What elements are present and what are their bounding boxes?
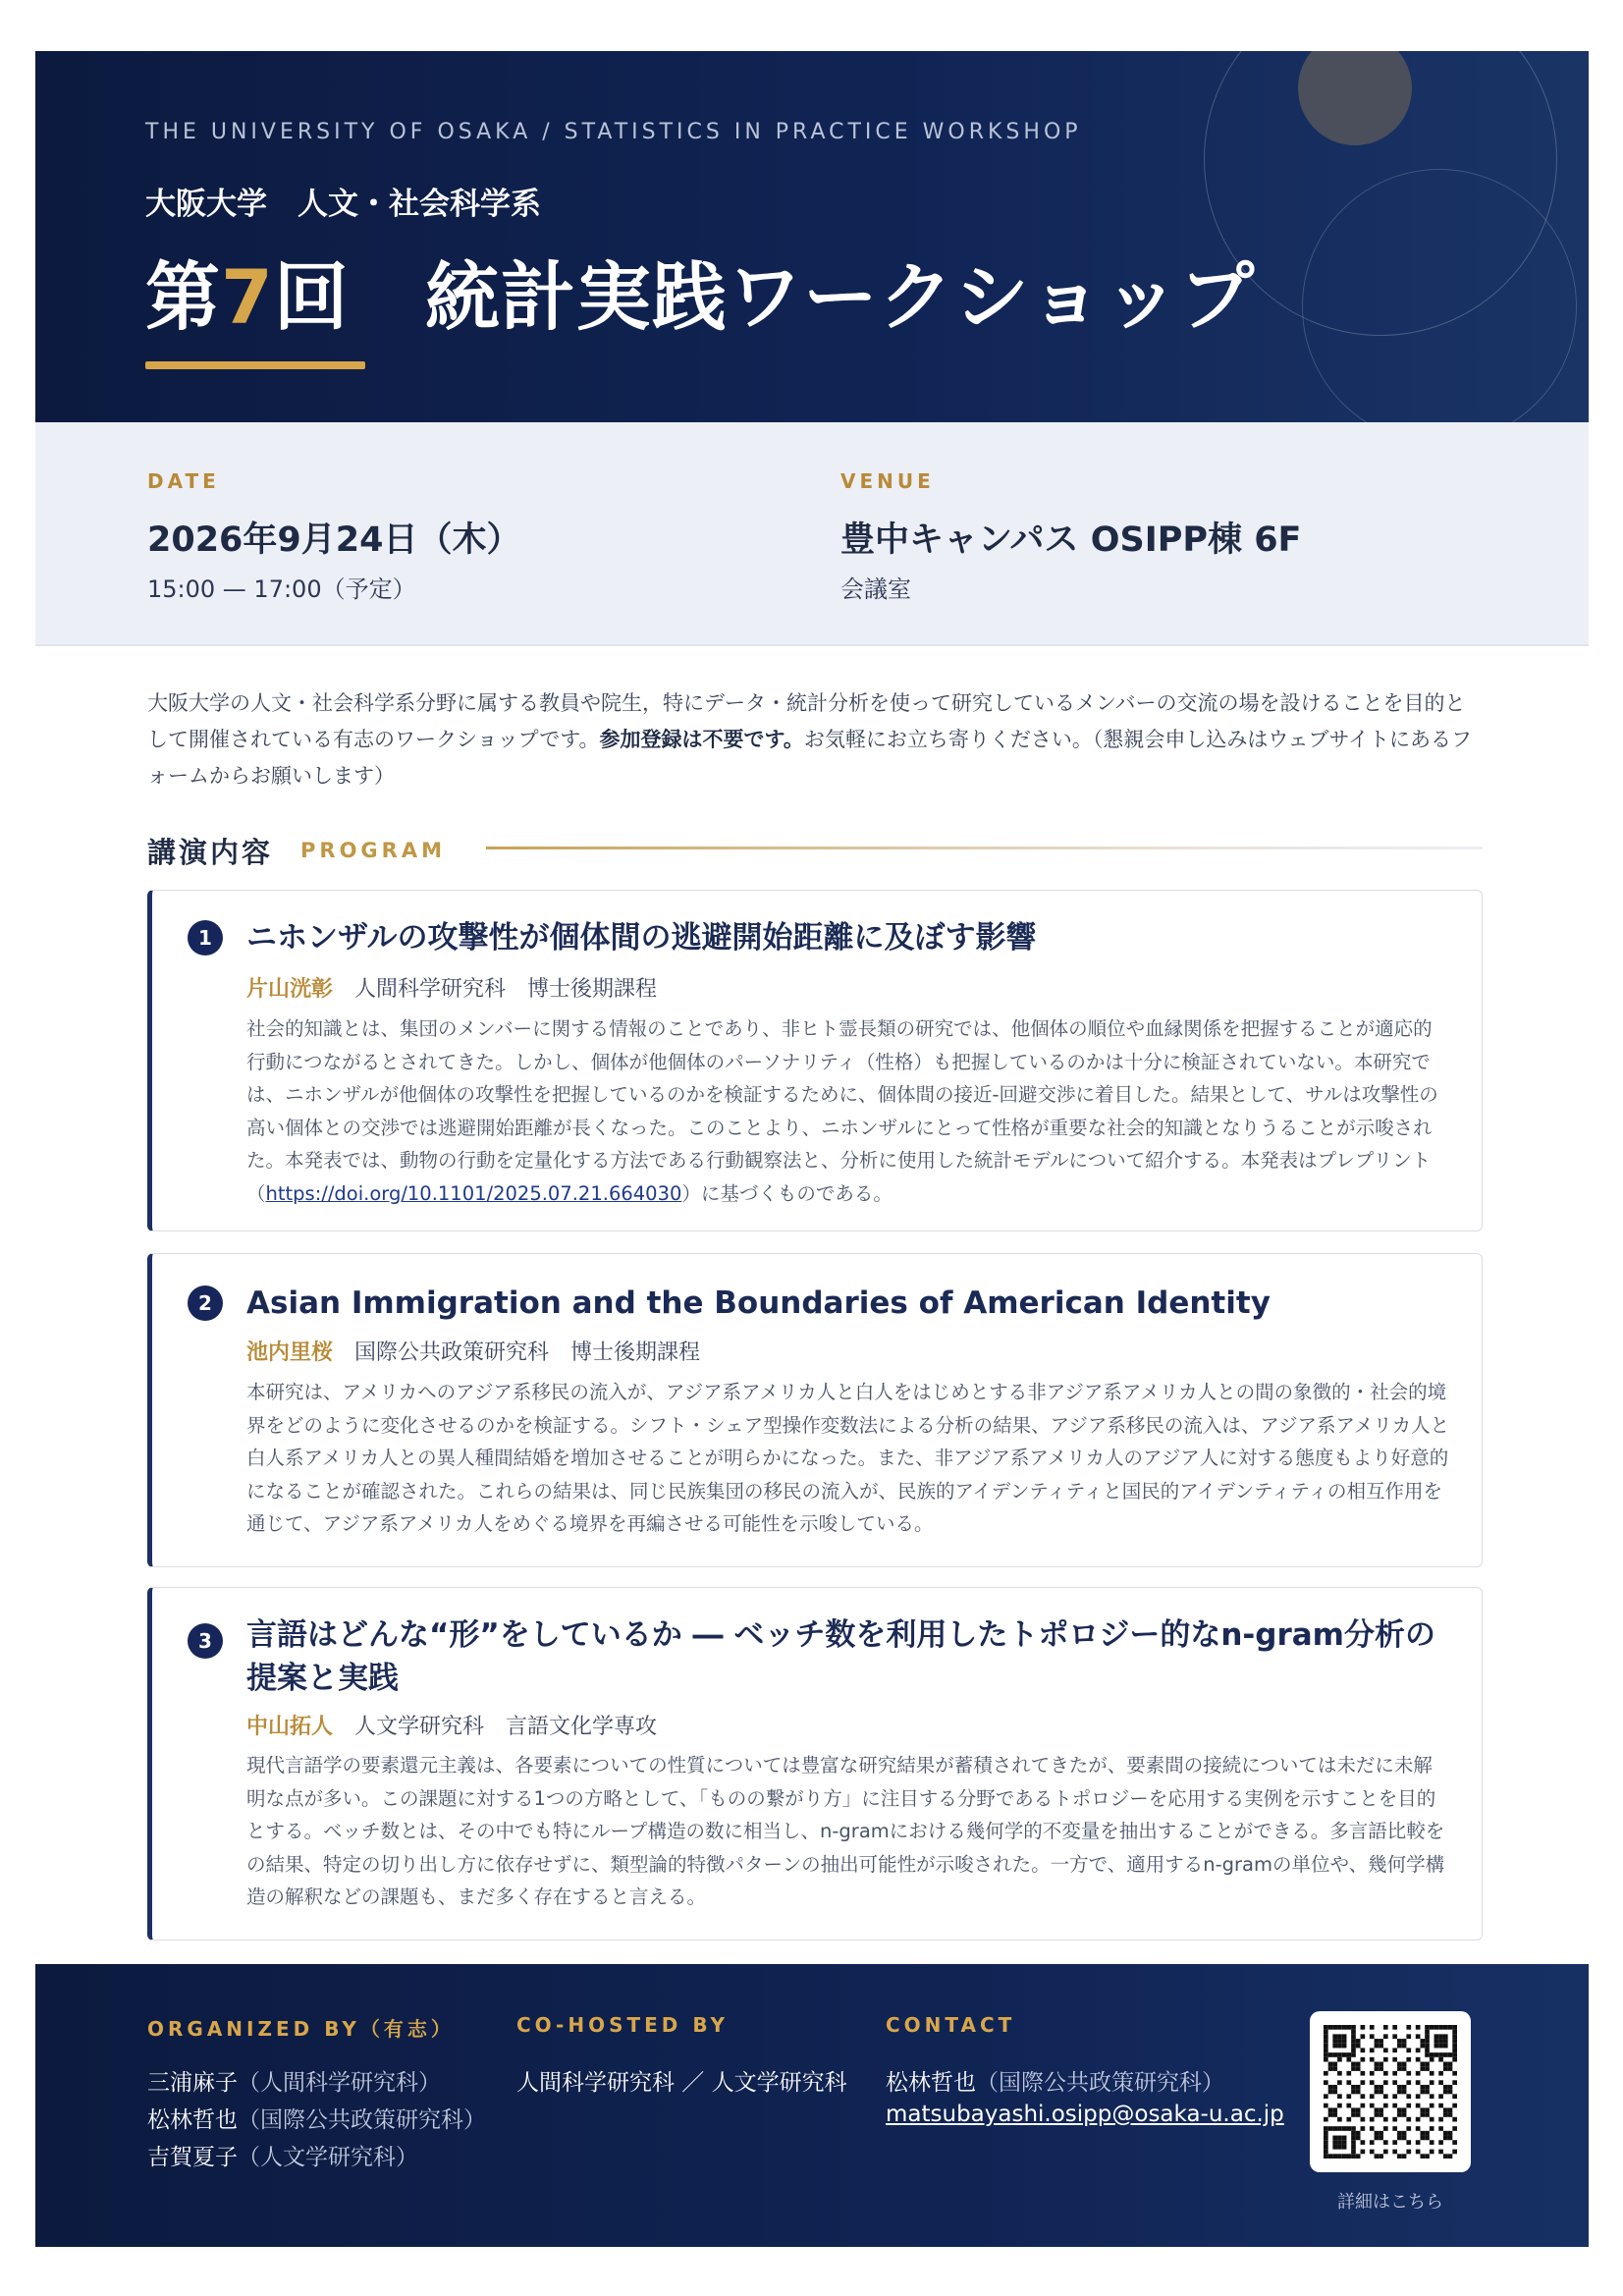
- venue-label: VENUE: [840, 469, 935, 493]
- contact-label: CONTACT: [886, 2013, 1016, 2037]
- talk-number-badge: 2: [188, 1285, 223, 1321]
- speaker-name: 池内里桜: [246, 1340, 334, 1365]
- intro-text-tail: お気軽にお立ち寄りください。（懇親会申し込みはウェブサイトにあるフォームからお願いします）: [147, 728, 1473, 788]
- talk-title: Asian Immigration and the Boundaries of American Identity: [246, 1285, 1271, 1321]
- talk-card-2: [147, 1253, 1483, 1567]
- speaker-course: 博士後期課程: [570, 1340, 701, 1365]
- venue-room: 会議室: [840, 575, 911, 603]
- intro-paragraph: [147, 685, 1483, 794]
- organizer-1: [147, 2064, 441, 2097]
- program-divider: [486, 847, 1483, 849]
- header-banner: [35, 51, 1589, 422]
- organized-label: ORGANIZED BY（有志）: [147, 2017, 455, 2041]
- talk-title: 言語はどんな“形”をしているか ― ベッチ数を利用したトポロジー的なn-gram分析の提案と実践: [246, 1617, 1435, 1696]
- title-number: 7: [221, 253, 274, 341]
- speaker-course: 博士後期課程: [527, 977, 658, 1002]
- program-label-en: PROGRAM: [300, 839, 446, 862]
- email-link[interactable]: matsubayashi.osipp@osaka-u.ac.jp: [886, 2102, 1284, 2127]
- talk-card-3: [147, 1587, 1483, 1941]
- contact-person: [886, 2064, 1224, 2097]
- contact-aff: （国際公共政策研究科）: [976, 2070, 1224, 2096]
- contact-name: 松林哲也: [886, 2070, 976, 2096]
- cohosted-label: CO-HOSTED BY: [516, 2013, 729, 2037]
- organizer-aff: （人間科学研究科）: [238, 2070, 441, 2096]
- speaker-school: 人文学研究科: [354, 1715, 485, 1739]
- talk-speaker: [246, 972, 657, 1003]
- page-title: [145, 238, 1255, 345]
- qr-label: 詳細はこちら: [1337, 2192, 1443, 2213]
- department: 大阪大学 人文・社会科学系: [145, 187, 541, 222]
- organizer-name: 松林哲也: [147, 2107, 238, 2133]
- program-label-jp: 講演内容: [147, 835, 274, 869]
- date-label: DATE: [147, 469, 220, 493]
- talk-title: ニホンザルの攻撃性が個体間の逃避開始距離に及ぼす影響: [246, 920, 1037, 956]
- qr-code-icon: [1310, 2011, 1471, 2172]
- talk-abstract: 現代言語学の要素還元主義は、各要素についての性質については豊富な研究結果が蓄積されてきたが、要素間の接続については未だに未解明な点が多い。この課題に対する1つの方略として、「ものの繋がり方」に注目する分野であるトポロジーを応用する実例を示すことを目的とする。ベッチ数とは、その中でも特にループ構造の数に相当し、n-gramにおける幾何学的不変量を抽出することができる。多言語比較をの結果、特定の切り出し方に依存せずに、類型論的特徴パターンの抽出可能性が示唆された。一方で、適用するn-gramの単位や、幾何学構造の解釈などの課題も、まだ多く存在すると言える。: [246, 1754, 1445, 1908]
- talk-speaker: [246, 1336, 700, 1366]
- organizer-3: [147, 2139, 418, 2171]
- qr-code[interactable]: [1310, 2011, 1471, 2172]
- organizer-name: 吉賀夏子: [147, 2145, 238, 2170]
- intro-text: 大阪大学の人文・社会科学系分野に属する教員や院生，特にデータ・統計分析を使って研究しているメンバーの交流の場を設けることを目的として開催されている有志のワークショップです。: [147, 691, 1466, 751]
- speaker-school: 国際公共政策研究科: [354, 1340, 550, 1365]
- event-date: 2026年9月24日（木）: [147, 520, 521, 560]
- talk-speaker: [246, 1710, 657, 1740]
- intro-emphasis: 参加登録は不要です。: [599, 728, 804, 751]
- speaker-name: 片山洸彰: [246, 977, 334, 1002]
- talk-number-badge: 1: [188, 920, 223, 956]
- header-subtitle: THE UNIVERSITY OF OSAKA / STATISTICS IN PRACTICE WORKSHOP: [145, 120, 1082, 144]
- speaker-name: 中山拓人: [246, 1715, 334, 1739]
- talk-abstract: 本研究は、アメリカへのアジア系移民の流入が、アジア系アメリカ人と白人をはじめとする非アジア系アメリカ人との間の象徴的・社会的境界をどのように変化させるのかを検証する。シフト・シェア型操作変数法による分析の結果、アジア系移民の流入は、アジア系アメリカ人と白人系アメリカ人との異人種間結婚を増加させることが明らかになった。また、非アジア系アメリカ人のアジア人に対する態度もより好意的になることが確認された。これらの結果は、同じ民族集団の移民の流入が、民族的アイデンティティと国民的アイデンティティの相互作用を通じて、アジア系アメリカ人をめぐる境界を再編させる可能性を示唆している。: [246, 1381, 1450, 1535]
- venue-name: 豊中キャンパス OSIPP棟 6F: [840, 520, 1302, 560]
- cohosts: 人間科学研究科 ／ 人文学研究科: [516, 2070, 847, 2096]
- title-underline: [145, 361, 365, 369]
- organizer-aff: （国際公共政策研究科）: [238, 2107, 486, 2133]
- talk-number-badge: 3: [188, 1623, 223, 1659]
- abstract-text-tail: ）に基づくものである。: [681, 1181, 893, 1205]
- title-prefix: 第: [145, 253, 221, 341]
- speaker-course: 言語文化学専攻: [506, 1715, 658, 1739]
- talk-card-1: [147, 890, 1483, 1231]
- organizer-aff: （人文学研究科）: [238, 2145, 418, 2170]
- talk-abstract: [246, 1012, 1450, 1210]
- contact-email[interactable]: [886, 2102, 1284, 2127]
- speaker-school: 人間科学研究科: [354, 977, 507, 1002]
- preprint-link[interactable]: https://doi.org/10.1101/2025.07.21.664030: [265, 1181, 682, 1205]
- event-time: 15:00 — 17:00（予定）: [147, 575, 416, 603]
- organizer-name: 三浦麻子: [147, 2070, 238, 2096]
- organizer-2: [147, 2102, 486, 2134]
- info-band: [35, 422, 1589, 646]
- title-suffix: 回 統計実践ワークショップ: [273, 253, 1256, 341]
- program-heading: [147, 831, 446, 870]
- abstract-text: 社会的知識とは、集団のメンバーに関する情報のことであり、非ヒト霊長類の研究では、他個体の順位や血縁関係を把握することが適応的行動につながるとされてきた。しかし、個体が他個体のパーソナリティ（性格）も把握しているのかは十分に検証されていない。本研究では、ニホンザルが他個体の攻撃性を把握しているのかを検証するために、個体間の接近-回避交渉に着目した。結果として、サルは攻撃性の高い個体との交渉では逃避開始距離が長くなった。このことより、ニホンザルにとって性格が重要な社会的知識となりうることが示唆された。本発表では、動物の行動を定量化する方法である行動観察法と、分析に使用した統計モデルについて紹介する。本発表はプレプリント（: [246, 1017, 1438, 1205]
